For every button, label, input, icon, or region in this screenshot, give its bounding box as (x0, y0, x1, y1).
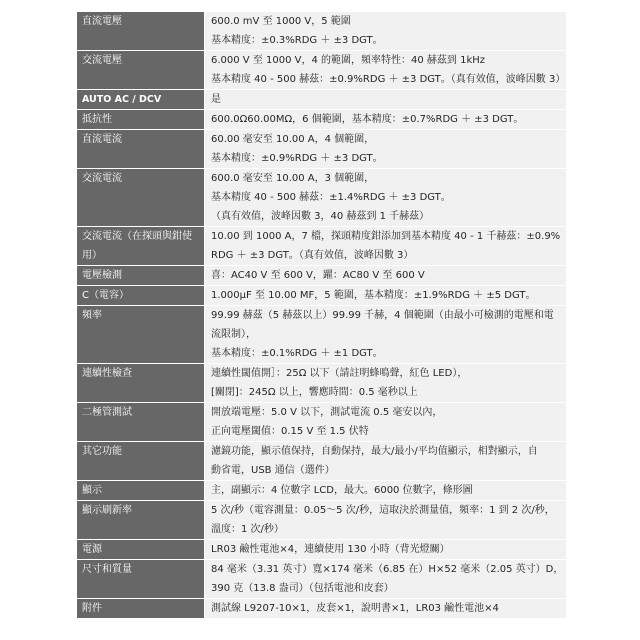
spec-value-line: 喜：AC40 V 至 600 V，躍：AC80 V 至 600 V (211, 270, 425, 281)
spec-label: 尺寸和質量 (77, 560, 205, 599)
spec-value-line: 600.0 mV 至 1000 V，5 範圍 (211, 16, 351, 27)
spec-label: 顯示刷新率 (77, 501, 205, 540)
spec-value-line: 流限制）， (211, 329, 256, 340)
spec-label: C（電容） (77, 286, 205, 306)
spec-row (77, 306, 566, 364)
spec-label: 附件 (77, 599, 205, 619)
spec-label: 其它功能 (77, 442, 205, 481)
spec-row (77, 286, 566, 306)
spec-value-line: [關閉]：245Ω 以上，響應時間：0.5 毫秒以上 (211, 387, 418, 398)
spec-value (205, 501, 567, 540)
spec-value (205, 266, 567, 286)
spec-value-line: 600.0 毫安至 10.00 A，3 個範圍， (211, 173, 375, 184)
spec-value-line: 濾鏡功能，顯示值保持，自動保持，最大/最小/平均值顯示，相對顯示，自 (211, 446, 538, 457)
spec-value (205, 481, 567, 501)
spec-row (77, 110, 566, 130)
spec-value (205, 227, 567, 266)
spec-value-line: 是 (211, 94, 221, 105)
spec-value (205, 110, 567, 130)
spec-value (205, 403, 567, 442)
spec-value-line: LR03 鹼性電池×4，連續使用 130 小時（背光燈關） (211, 544, 450, 555)
spec-label: 電壓檢測 (77, 266, 205, 286)
spec-value-line: 390 克（13.8 盎司）（包括電池和皮套） (211, 583, 394, 594)
spec-value (205, 540, 567, 560)
spec-value-line: 開放端電壓：5.0 V 以下，測試電流 0.5 毫安以內， (211, 407, 443, 418)
spec-value (205, 286, 567, 306)
spec-value (205, 442, 567, 481)
spec-value-line: 84 毫米（3.31 英寸）寬×174 毫米（6.85 在）H×52 毫米（2.05 英寸）D， (211, 564, 564, 575)
spec-value-line: 基本精度：±0.3%RDG ＋ ±3 DGT。 (211, 35, 383, 46)
spec-value-line: RDG ＋ ±3 DGT。（真有效值，波峰因數 3） (211, 250, 414, 261)
spec-value (205, 364, 567, 403)
spec-value-line: 主，副顯示：4 位數字 LCD，最大。6000 位數字，條形圖 (211, 485, 473, 496)
spec-value (205, 560, 567, 599)
spec-table (77, 12, 566, 619)
spec-value (205, 12, 567, 51)
spec-row (77, 599, 566, 619)
spec-value-line: 99.99 赫茲（5 赫茲以上）99.99 千赫，4 個範圍（由最小可檢測的電壓和電 (211, 310, 554, 321)
spec-row (77, 442, 566, 481)
spec-value-line: 動省電，USB 通信（選件） (211, 465, 335, 476)
spec-label: 連續性檢查 (77, 364, 205, 403)
spec-row (77, 51, 566, 90)
spec-value-line: 1.000μF 至 10.00 MF，5 範圍，基本精度：±1.9%RDG ＋ ±5 DGT。 (211, 290, 536, 301)
spec-value (205, 51, 567, 90)
spec-label: 直流電流 (77, 130, 205, 169)
spec-row (77, 12, 566, 51)
spec-value-line: 60.00 毫安至 10.00 A，4 個範圍， (211, 134, 375, 145)
spec-label: 交流電流（在探頭與鉗使用） (77, 227, 205, 266)
spec-value-line: 6.000 V 至 1000 V，4 的範圍，頻率特性：40 赫茲到 1kHz (211, 55, 486, 66)
spec-row (77, 266, 566, 286)
spec-value-line: 基本精度 40 - 500 赫茲：±0.9%RDG ＋ ±3 DGT。（真有效值，波峰因數 3） (211, 74, 566, 85)
spec-value (205, 306, 567, 364)
spec-value (205, 130, 567, 169)
spec-label: AUTO AC / DCV (77, 90, 205, 110)
spec-value-line: 基本精度：±0.9%RDG ＋ ±3 DGT。 (211, 153, 383, 164)
spec-value-line: 基本精度：±0.1%RDG ＋ ±1 DGT。 (211, 348, 383, 359)
spec-label: 電源 (77, 540, 205, 560)
spec-value-line: 600.0Ω60.00MΩ，6 個範圍，基本精度：±0.7%RDG ＋ ±3 DGT。 (211, 114, 524, 125)
spec-label: 交流電壓 (77, 51, 205, 90)
spec-value (205, 90, 567, 110)
spec-row (77, 227, 566, 266)
spec-row (77, 169, 566, 227)
spec-row (77, 90, 566, 110)
spec-value-line: 正向電壓閾值：0.15 V 至 1.5 伏特 (211, 426, 369, 437)
spec-value-line: 溫度：1 次/秒） (211, 524, 284, 535)
spec-label: 顯示 (77, 481, 205, 501)
spec-row (77, 560, 566, 599)
spec-row (77, 501, 566, 540)
spec-value-line: 測試線 L9207-10×1，皮套×1，說明書×1，LR03 鹼性電池×4 (211, 603, 499, 614)
spec-value (205, 169, 567, 227)
spec-row (77, 481, 566, 501)
spec-row (77, 540, 566, 560)
spec-value-line: 5 次/秒（電容測量：0.05～5 次/秒，這取決於測量值，頻率：1 到 2 次/秒， (211, 505, 555, 516)
spec-value (205, 599, 567, 619)
spec-value-line: 10.00 到 1000 A，7 檔，探頭精度鉗添加到基本精度 40 - 1 千赫茲：±0.9% (211, 231, 561, 242)
spec-value-line: 連續性閾值開］：25Ω 以下（請註明蜂鳴聲，紅色 LED）， (211, 368, 468, 379)
spec-row (77, 130, 566, 169)
spec-label: 交流電流 (77, 169, 205, 227)
spec-row (77, 403, 566, 442)
spec-row (77, 364, 566, 403)
spec-label: 頻率 (77, 306, 205, 364)
spec-label: 抵抗性 (77, 110, 205, 130)
spec-table-body (77, 12, 566, 619)
spec-value-line: （真有效值，波峰因數 3，40 赫茲到 1 千赫茲） (211, 211, 430, 222)
spec-label: 二極管測試 (77, 403, 205, 442)
spec-label: 直流電壓 (77, 12, 205, 51)
spec-value-line: 基本精度 40 - 500 赫茲：±1.4%RDG ＋ ±3 DGT。 (211, 192, 451, 203)
